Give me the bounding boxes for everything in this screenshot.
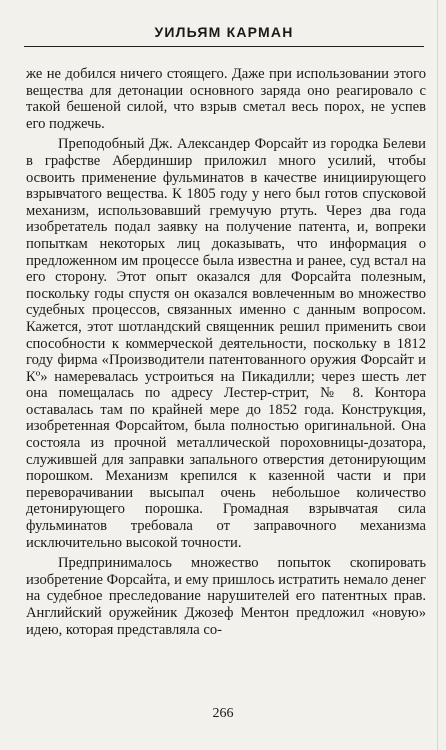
page-number: 266 (212, 706, 234, 721)
paragraph-2: Преподобный Дж. Александер Форсайт из городка Белеви в графстве Абердиншир приложил много усилий, чтобы освоить применение фульминатов в качестве инициирующего взрывчатого вещества. К 1805 году у него был готов спусковой механизм, использовавший гремучую ртуть. Через два года изобретатель подал заявку на получение патента, и, вопреки попыткам некоторых лиц доказывать, что информация о предложенном им процессе была известна и ранее, суд встал на его сторону. Этот опыт оказался для Форсайта полезным, поскольку годы спустя он оказался вовлеченным во множество судебных процессов, связанных именно с данным вопросом. Кажется, этот шотландский священник решил применить свои способности к коммерческой деятельности, поскольку в 1812 году фирма «Производители патентованного оружия Форсайт и Кº» намеревалась устроиться на Пикадилли; через шесть лет она помещалась по адресу Лестер-стрит, № 8. Контора оставалась там по крайней мере до 1852 года. Конструкция, изобретенная Форсайтом, была полностью оригинальной. Она состояла из прочной металлической пороховницы-дозатора, служившей для заправки запального отверстия детонирующим порошком. Механизм крепился к казенной части и при переворачивании высыпал очень небольшое количество детонирующего порошка. Громадная взрывчатая сила фульминатов требовала от заправочного механизма исключительно высокой точности. (26, 136, 426, 551)
paragraph-3: Предпринималось множество попыток скопировать изобретение Форсайта, и ему пришлось истратить немало денег на судебное преследование нарушителей его патентных прав. Английский оружейник Джозеф Ментон предложил «новую» идею, которая представляла со- (26, 555, 426, 638)
page-edge-divider (437, 0, 438, 750)
running-head (24, 20, 424, 47)
paragraph-1: же не добился ничего стоящего. Даже при использовании этого вещества для детонации основного заряда оно реагировало с такой бешеной силой, что взрыв сметал весь порох, не успев его поджечь. (26, 66, 426, 132)
running-title: УИЛЬЯМ КАРМАН (154, 24, 294, 40)
body-text (26, 66, 426, 642)
